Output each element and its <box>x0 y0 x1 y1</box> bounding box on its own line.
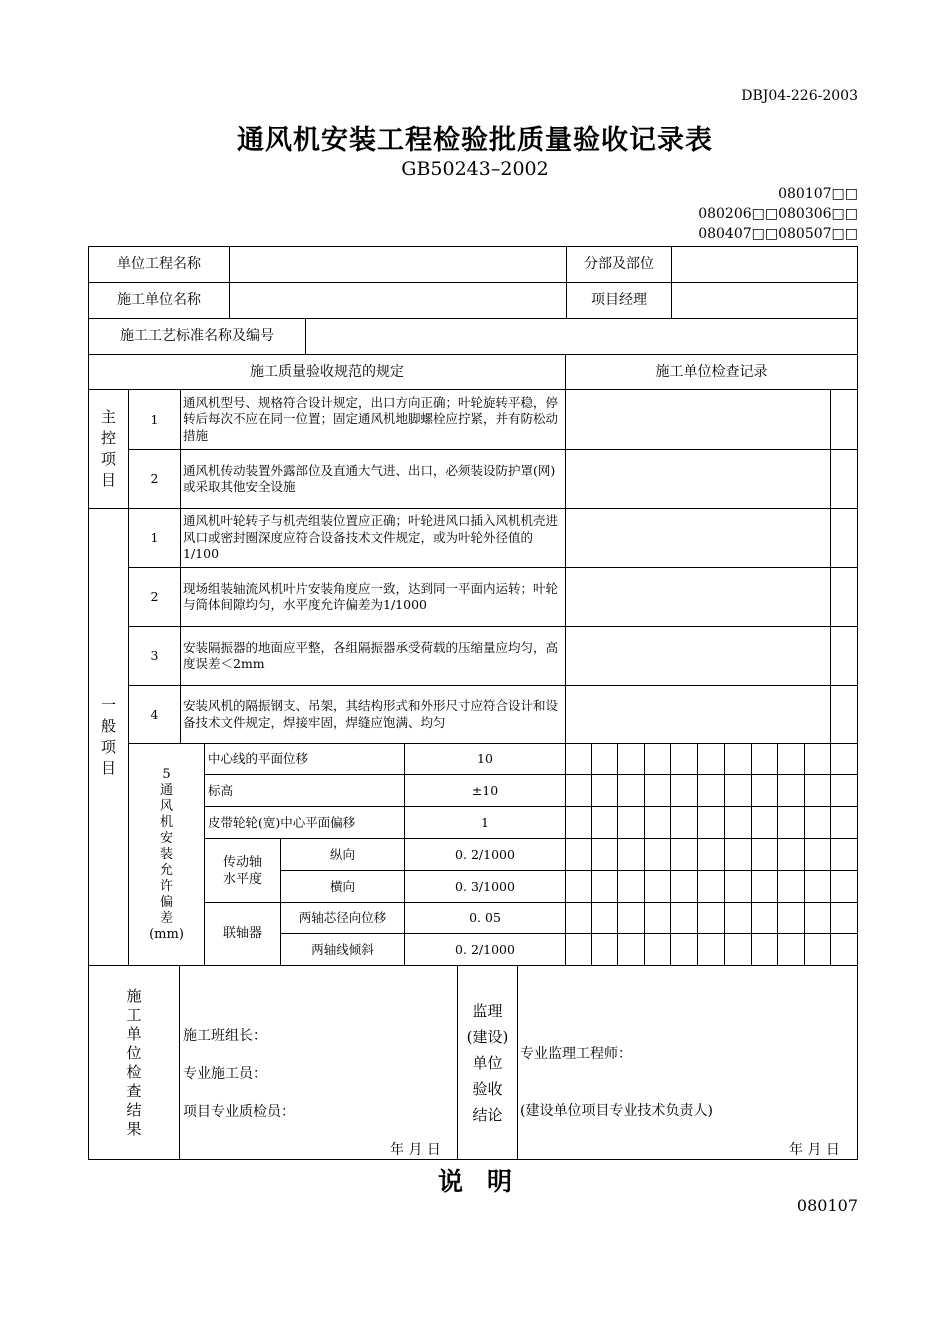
main-item-no: 2 <box>150 471 159 486</box>
general-item-no: 2 <box>150 589 159 604</box>
general-items-group-label <box>89 509 128 965</box>
tolerance-item-name: 两轴芯径向位移 <box>298 910 387 925</box>
label-char: 5 <box>162 766 171 782</box>
tolerance-item-value: 0. 05 <box>469 910 501 925</box>
label-char: 偏 <box>159 894 173 910</box>
label-char: 查 <box>126 1081 142 1100</box>
label-char: 许 <box>159 878 173 894</box>
coupling-group-label: 联轴器 <box>222 926 262 941</box>
tolerance-item-value: 1 <box>481 814 489 830</box>
date-right: 年 月 日 <box>789 1142 840 1158</box>
construction-unit-value[interactable] <box>230 283 566 318</box>
label-char: 工 <box>126 1005 142 1024</box>
label-char: 装 <box>159 846 173 862</box>
label-line: (建设) <box>466 1027 509 1046</box>
project-manager-value[interactable] <box>672 283 857 318</box>
group-char: 项 <box>100 450 116 468</box>
general-item-text: 安装隔振器的地面应平整，各组隔振器承受荷载的压缩量应均匀，高度误差＜2mm <box>183 639 559 671</box>
general-item-record[interactable] <box>566 686 830 743</box>
tolerance-item-value: 0. 2/1000 <box>455 846 515 862</box>
page-title: 通风机安装工程检验批质量验收记录表 <box>237 125 713 156</box>
general-item-no: 1 <box>150 530 159 545</box>
tolerance-item-name: 两轴线倾斜 <box>311 941 374 957</box>
footer-code: 080107 <box>796 1196 858 1215</box>
group-char: 目 <box>100 759 116 777</box>
label-char: 机 <box>159 814 173 830</box>
group-char: 一 <box>100 696 116 714</box>
label-line: 水平度 <box>222 871 262 887</box>
main-item-no: 1 <box>150 411 159 427</box>
process-standard-label: 施工工艺标准名称及编号 <box>120 328 274 344</box>
label-char: 安 <box>159 830 173 846</box>
spec-header: 施工质量验收规范的规定 <box>250 363 404 380</box>
label-char: 位 <box>126 1043 142 1062</box>
tolerance-item-value: 0. 3/1000 <box>455 878 515 894</box>
label-char: 单 <box>126 1024 142 1043</box>
supervision-label <box>458 966 517 1159</box>
label-char: (mm) <box>149 926 184 942</box>
label-char: 风 <box>159 798 173 814</box>
main-item-record[interactable] <box>566 390 830 449</box>
main-item-record[interactable] <box>566 450 830 508</box>
tolerance-item-value: ±10 <box>471 782 499 798</box>
label-char: 允 <box>159 862 173 878</box>
label-char: 差 <box>159 910 173 926</box>
group-char: 主 <box>100 408 116 426</box>
tolerance-item-name: 纵向 <box>329 846 355 862</box>
drive-shaft-group-label <box>205 839 280 902</box>
main-item-text: 通风机型号、规格符合设计规定，出口方向正确；叶轮旋转平稳，停转后每次不应在同一位置；固定通风机地脚螺栓应拧紧，并有防松动措施 <box>183 394 559 443</box>
quality-inspector-label: 项目专业质检员： <box>183 1104 295 1120</box>
general-item-record[interactable] <box>566 627 830 685</box>
general-item-no: 3 <box>150 648 159 663</box>
process-standard-value[interactable] <box>306 319 857 354</box>
inspection-result-label <box>89 966 179 1159</box>
label-char: 通 <box>159 782 173 798</box>
tolerance-item-name: 皮带轮轮(宽)中心平面偏移 <box>208 814 356 830</box>
label-char: 施 <box>126 986 142 1005</box>
page-subtitle: GB50243–2002 <box>401 158 549 180</box>
supervision-engineer-label: 专业监理工程师： <box>520 1046 632 1062</box>
general-item-text: 安装风机的隔振钢支、吊架，其结构形式和外形尺寸应符合设计和设备技术文件规定，焊接牢固，焊缝应饱满、均匀 <box>183 698 559 730</box>
main-items-group-label <box>89 390 128 508</box>
explanation-title: 说明 <box>437 1167 536 1196</box>
label-line: 结论 <box>472 1105 503 1124</box>
date-left: 年 月 日 <box>390 1142 441 1158</box>
record-header: 施工单位检查记录 <box>655 363 768 380</box>
general-item-text: 通风机叶轮转子与机壳组装位置应正确；叶轮进风口插入风机机壳进风口或密封圈深度应符合设备技术文件规定，或为叶轮外径值的1/100 <box>183 513 559 562</box>
general-item-record[interactable] <box>566 509 830 567</box>
tolerance-item-name: 横向 <box>329 878 355 894</box>
group-char: 目 <box>100 471 116 489</box>
sub-part-label: 分部及部位 <box>584 256 654 272</box>
label-line: 验收 <box>472 1079 503 1098</box>
label-char: 果 <box>126 1119 142 1138</box>
standard-code: DBJ04-226-2003 <box>741 88 858 104</box>
label-line: 传动轴 <box>222 854 262 870</box>
project-manager-label: 项目经理 <box>591 292 647 308</box>
label-line: 单位 <box>472 1053 503 1072</box>
unit-project-value[interactable] <box>230 247 566 282</box>
group-char: 控 <box>100 429 116 447</box>
sub-part-value[interactable] <box>672 247 857 282</box>
owner-rep-label: (建设单位项目专业技术负责人) <box>520 1103 713 1119</box>
general-item-text: 现场组装轴流风机叶片安装角度应一致，达到同一平面内运转；叶轮与筒体间隙均匀，水平度允许偏差为1/1000 <box>183 580 559 612</box>
group-char: 项 <box>100 738 116 756</box>
code-line-2: 080206□□080306□□ <box>698 206 858 222</box>
general-item-record[interactable] <box>566 568 830 626</box>
main-item-text: 通风机传动装置外露部位及直通大气进、出口，必须装设防护罩(网)或采取其他安全设施 <box>183 462 556 494</box>
label-char: 结 <box>126 1100 142 1119</box>
construction-unit-label: 施工单位名称 <box>117 292 201 308</box>
code-line-1: 080107□□ <box>778 186 858 202</box>
general-item-no: 4 <box>150 706 159 722</box>
label-line: 监理 <box>472 1001 503 1020</box>
code-line-3: 080407□□080507□□ <box>698 226 858 242</box>
tolerance-group-label <box>129 744 204 965</box>
tolerance-item-value: 10 <box>477 751 493 766</box>
tolerance-item-value: 0. 2/1000 <box>455 941 515 957</box>
tolerance-item-name: 标高 <box>208 782 234 798</box>
group-char: 般 <box>100 717 116 735</box>
construction-worker-label: 专业施工员： <box>183 1066 267 1082</box>
team-leader-label: 施工班组长： <box>183 1028 267 1044</box>
unit-project-label: 单位工程名称 <box>117 256 201 272</box>
label-char: 检 <box>126 1062 142 1081</box>
tolerance-item-name: 中心线的平面位移 <box>208 751 309 766</box>
